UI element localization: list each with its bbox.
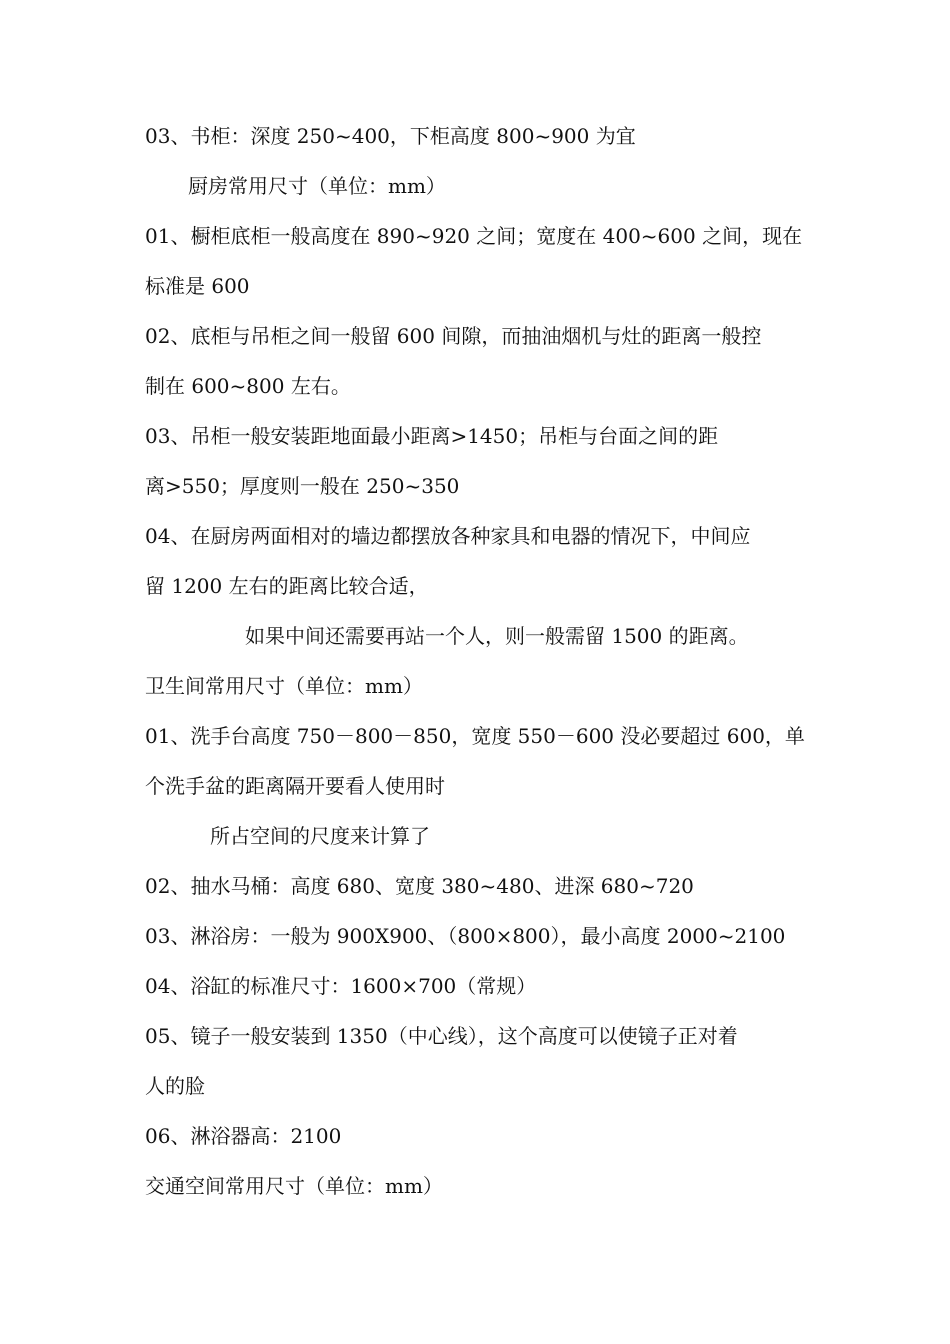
text-line-bathroom-01-cont: 个洗手盆的距离隔开要看人使用时	[145, 774, 445, 798]
heading-kitchen-dimensions: 厨房常用尺寸（单位：mm）	[188, 174, 446, 198]
text-line-bathroom-03: 03、淋浴房：一般为 900X900、（800×800），最小高度 2000~2100	[145, 924, 786, 948]
text-line-bookcase: 03、书柜：深度 250~400，下柜高度 800~900 为宜	[145, 124, 636, 148]
heading-bathroom-dimensions: 卫生间常用尺寸（单位：mm）	[145, 674, 423, 698]
text-line-kitchen-01-cont: 标准是 600	[145, 274, 250, 298]
text-line-bathroom-01: 01、洗手台高度 750－800－850，宽度 550－600 没必要超过 600，单	[145, 724, 805, 748]
text-line-kitchen-02: 02、底柜与吊柜之间一般留 600 间隙，而抽油烟机与灶的距离一般控	[145, 324, 762, 348]
text-line-kitchen-01: 01、橱柜底柜一般高度在 890~920 之间；宽度在 400~600 之间，现在	[145, 224, 803, 248]
text-line-bathroom-04: 04、浴缸的标准尺寸：1600×700（常规）	[145, 974, 537, 998]
text-line-bathroom-06: 06、淋浴器高：2100	[145, 1124, 342, 1148]
heading-circulation-dimensions: 交通空间常用尺寸（单位：mm）	[145, 1174, 443, 1198]
text-line-bathroom-05: 05、镜子一般安装到 1350（中心线），这个高度可以使镜子正对着	[145, 1024, 738, 1048]
text-line-kitchen-03: 03、吊柜一般安装距地面最小距离>1450；吊柜与台面之间的距	[145, 424, 719, 448]
text-line-kitchen-04: 04、在厨房两面相对的墙边都摆放各种家具和电器的情况下，中间应	[145, 524, 751, 548]
text-line-bathroom-01-extra: 所占空间的尺度来计算了	[210, 824, 430, 848]
text-line-bathroom-05-cont: 人的脸	[145, 1074, 205, 1098]
text-line-kitchen-04-extra: 如果中间还需要再站一个人，则一般需留 1500 的距离。	[245, 624, 749, 648]
text-line-bathroom-02: 02、抽水马桶：高度 680、宽度 380~480、进深 680~720	[145, 874, 694, 898]
text-line-kitchen-02-cont: 制在 600~800 左右。	[145, 374, 351, 398]
text-line-kitchen-03-cont: 离>550；厚度则一般在 250~350	[145, 474, 460, 498]
text-line-kitchen-04-cont: 留 1200 左右的距离比较合适，	[145, 574, 429, 598]
